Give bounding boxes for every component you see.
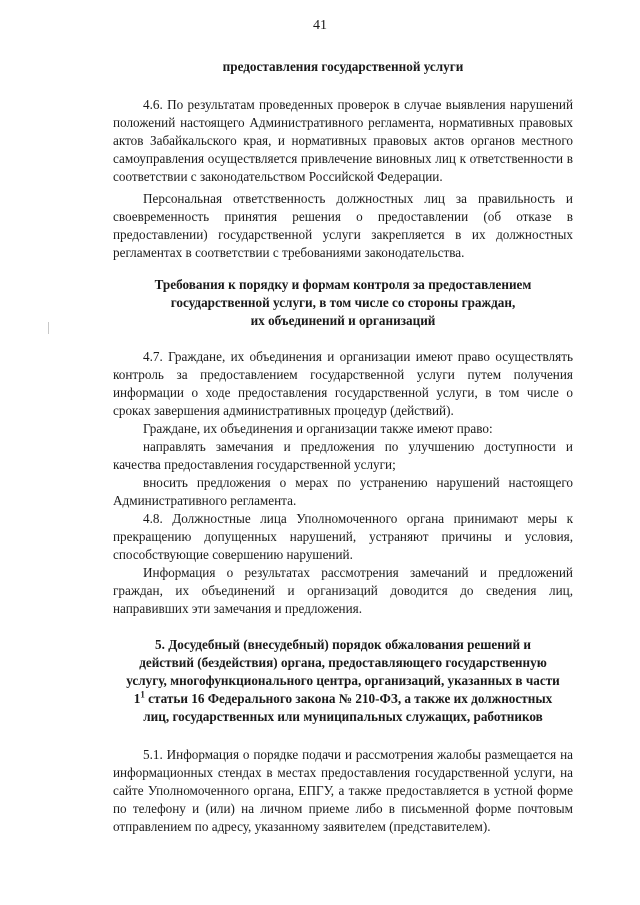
paragraph-5-1: 5.1. Информация о порядке подачи и рассмотрения жалобы размещается на информационных стендах в местах предоставления государственной услуги, на сайте Уполномоченного органа, ЕПГУ, а также предоставляется в устной форме по телефону и (или) на личном приеме либо в письменной форме почтовым отправлением по адресу, указанному заявителем (представителем). — [113, 747, 573, 834]
section-heading-control — [113, 276, 573, 330]
section-heading-line — [113, 690, 573, 708]
paragraph-4-7-item-2: вносить предложения о мерах по устранению нарушений настоящего Административного регламента. — [113, 475, 573, 508]
section-heading-line: 5. Досудебный (внесудебный) порядок обжалования решений и — [155, 637, 531, 652]
paragraph-4-7-item-1: направлять замечания и предложения по улучшению доступности и качества предоставления государственной услуги; — [113, 439, 573, 472]
margin-mark — [48, 322, 49, 334]
section-heading-line: Требования к порядку и формам контроля за предоставлением — [154, 277, 532, 292]
document-body — [113, 58, 573, 836]
paragraph-4-8-information: Информация о результатах рассмотрения замечаний и предложений граждан, их объединений и организаций доводится до сведения лиц, направивших эти замечания и предложения. — [113, 565, 573, 616]
section-heading-line: государственной услуги, в том числе со стороны граждан, — [170, 295, 516, 310]
paragraph-4-7: 4.7. Граждане, их объединения и организации имеют право осуществлять контроль за предоставлением государственной услуги путем получения информации о ходе предоставления государственной услуги, в том числе о сроках завершения административных процедур (действий). — [113, 349, 573, 418]
section-heading-line: действий (бездействия) органа, предоставляющего государственную — [139, 655, 547, 670]
paragraph-4-6: 4.6. По результатам проведенных проверок в случае выявления нарушений положений настоящего Административного регламента, нормативных правовых актов Забайкальского края, и нормативных правовых актов органов местного самоуправления осуществляется привлечение виновных лиц к ответственности в соответствии с законодательством Российской Федерации. — [113, 97, 573, 184]
header-fragment: предоставления государственной услуги — [222, 59, 464, 74]
superscript: 1 — [140, 689, 145, 700]
section-heading-line: их объединений и организаций — [250, 313, 436, 328]
section-heading-line-rest: статьи 16 Федерального закона № 210-ФЗ, а также их должностных — [144, 691, 553, 706]
section-heading-part-number: 1 — [133, 691, 141, 706]
section-heading-line: лиц, государственных или муниципальных служащих, работников — [143, 709, 543, 724]
page-number: 41 — [313, 18, 327, 33]
paragraph-4-6-responsibility: Персональная ответственность должностных лиц за правильность и своевременность принятия решения о предоставлении (об отказе в предоставлении) государственной услуги закрепляется в их должностных регламентах в соответствии с требованиями законодательства. — [113, 191, 573, 260]
paragraph-4-7-rights: Граждане, их объединения и организации также имеют право: — [143, 421, 493, 436]
section-5-heading — [113, 636, 573, 726]
paragraph-4-8: 4.8. Должностные лица Уполномоченного органа принимают меры к прекращению допущенных нарушений, устраняют причины и условия, способствующие совершению нарушений. — [113, 511, 573, 562]
section-heading-line: услугу, многофункционального центра, организаций, указанных в части — [126, 673, 560, 688]
